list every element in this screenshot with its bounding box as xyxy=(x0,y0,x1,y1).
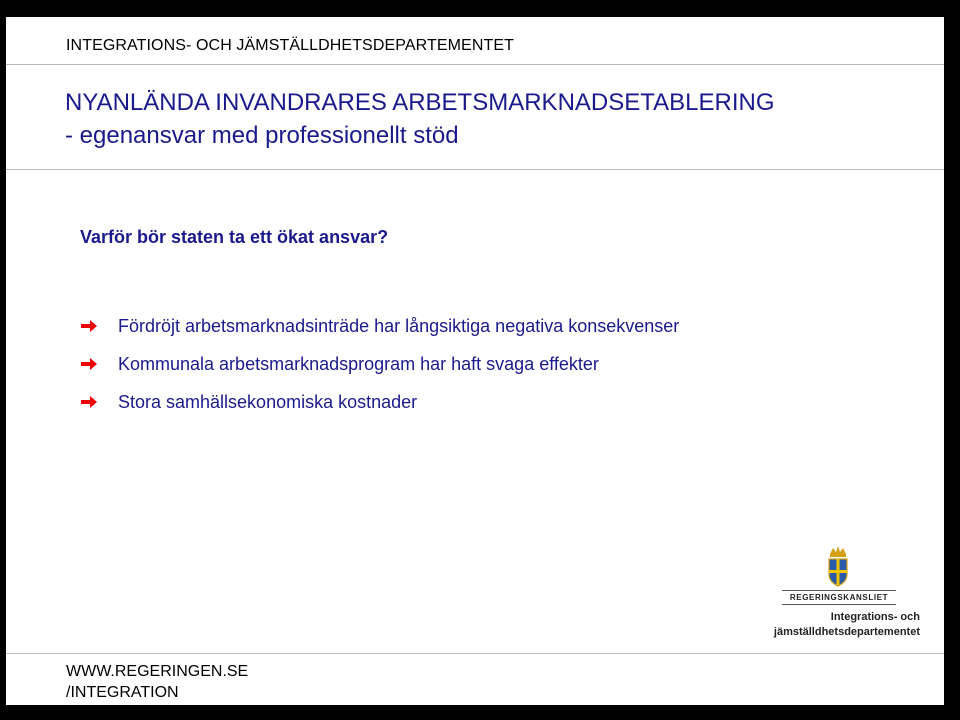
logo-department xyxy=(758,610,920,640)
footer-url-line-2[interactable]: /INTEGRATION xyxy=(66,684,179,701)
logo-name: REGERINGSKANSLIET xyxy=(789,593,889,602)
bullet-item xyxy=(80,345,679,383)
logo-rule-bottom xyxy=(782,604,896,605)
crown-crest-icon xyxy=(824,544,852,588)
arrow-right-icon xyxy=(80,319,98,333)
bullet-item xyxy=(80,383,679,421)
bullet-list xyxy=(80,307,679,421)
title-divider xyxy=(6,169,944,170)
title-line-2: - egenansvar med professionellt stöd xyxy=(65,122,459,149)
bullet-text: Kommunala arbetsmarknadsprogram har haft svaga effekter xyxy=(118,353,599,374)
bullet-item xyxy=(80,307,679,345)
footer-divider xyxy=(6,653,944,654)
government-logo xyxy=(758,544,920,644)
header-divider xyxy=(6,64,944,65)
slide-title xyxy=(65,86,775,152)
arrow-right-icon xyxy=(80,357,98,371)
department-header: INTEGRATIONS- OCH JÄMSTÄLLDHETSDEPARTEMENTET xyxy=(66,37,515,54)
footer-url-line-1[interactable]: WWW.REGERINGEN.SE xyxy=(66,663,249,680)
title-line-1: NYANLÄNDA INVANDRARES ARBETSMARKNADSETABLERING xyxy=(65,89,775,116)
bullet-text: Stora samhällsekonomiska kostnader xyxy=(118,391,418,412)
logo-rule-top xyxy=(782,590,896,591)
footer-url[interactable] xyxy=(66,661,248,703)
question-heading: Varför bör staten ta ett ökat ansvar? xyxy=(80,227,389,247)
arrow-right-icon xyxy=(80,395,98,409)
logo-dept-line-2: jämställdhetsdepartementet xyxy=(773,626,920,638)
logo-dept-line-1: Integrations- och xyxy=(830,611,920,623)
bullet-text: Fördröjt arbetsmarknadsinträde har långsiktiga negativa konsekvenser xyxy=(118,315,680,336)
slide xyxy=(6,17,944,705)
